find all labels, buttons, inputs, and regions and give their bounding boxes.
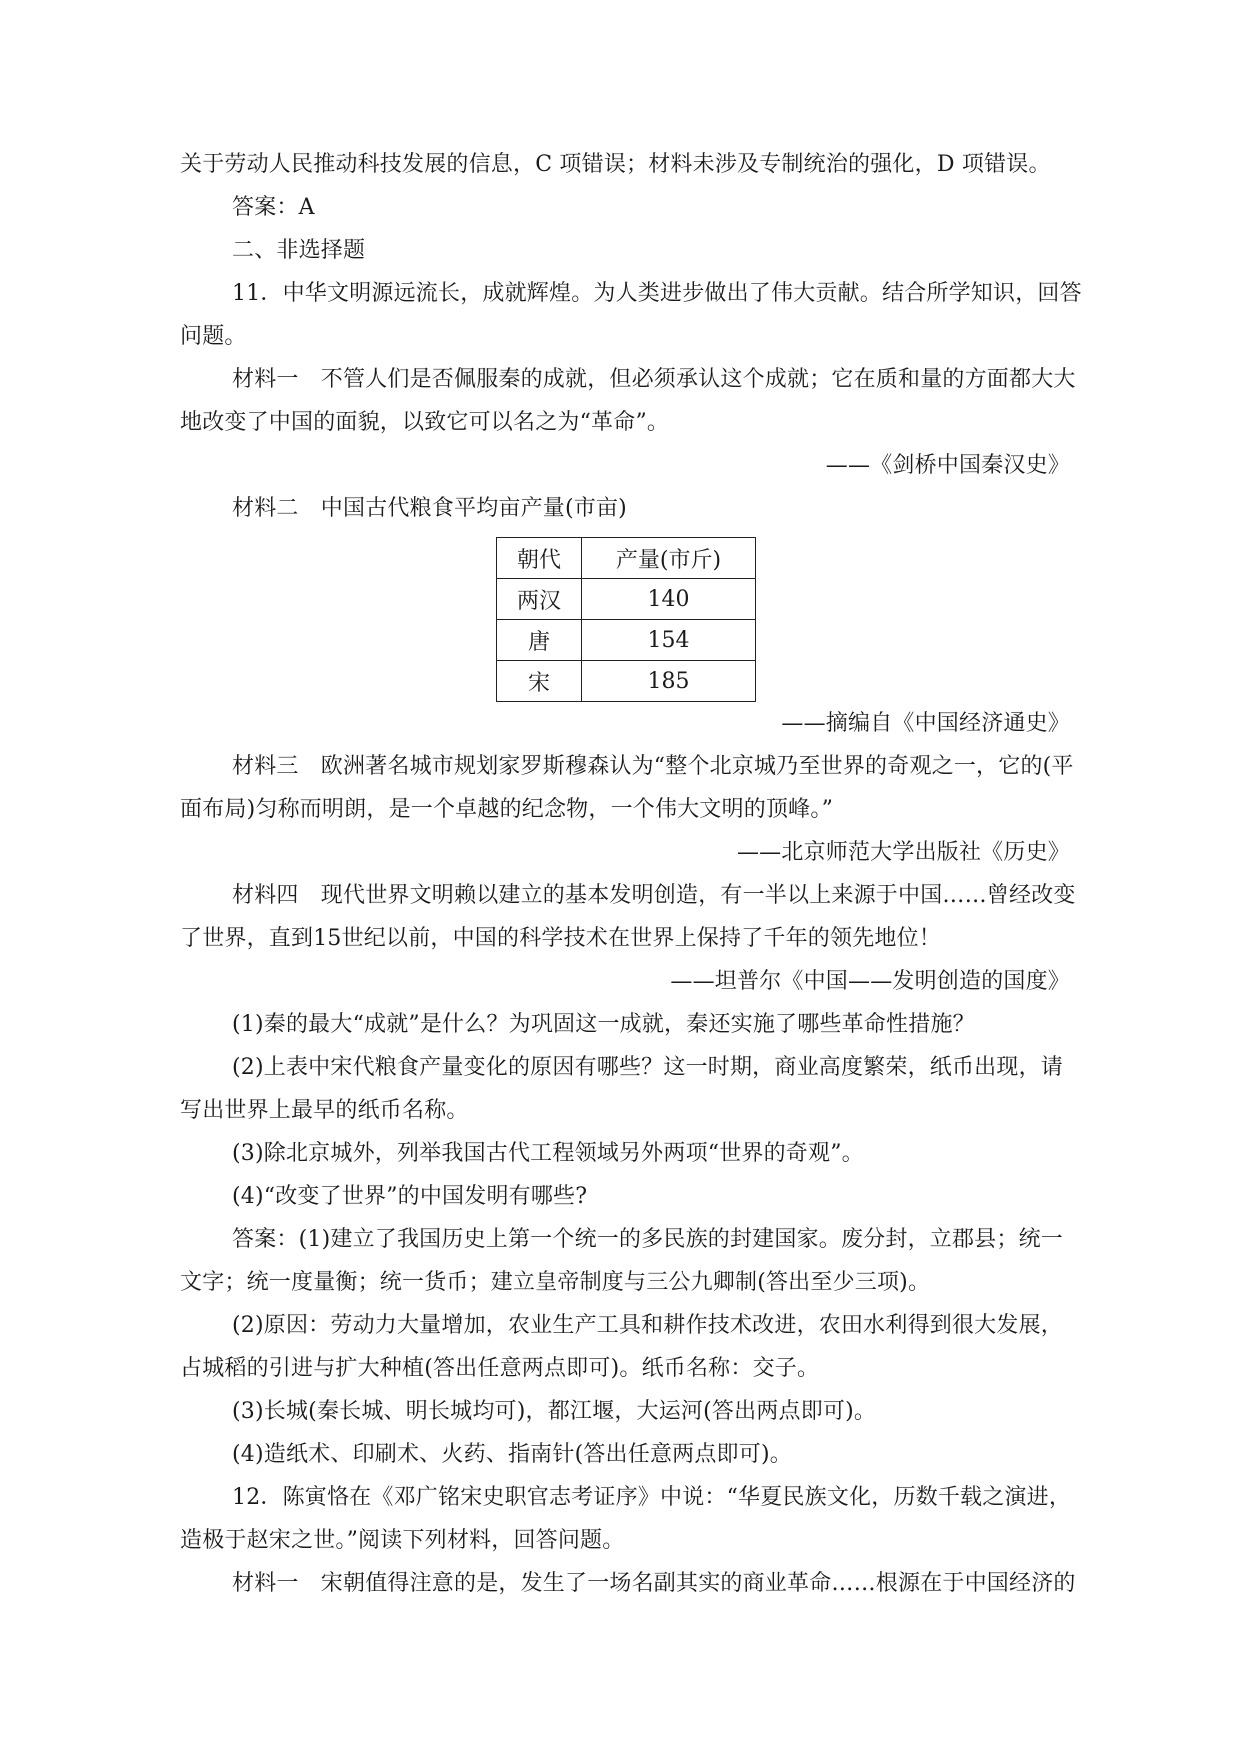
table-cell: 154 [582,620,756,661]
table-cell: 两汉 [497,579,582,620]
answer-4: (4)造纸术、印刷术、火药、指南针(答出任意两点即可)。 [232,1442,792,1467]
answer-line: 答案：A [232,195,315,220]
question-11: 11．中华文明源远流长，成就辉煌。为人类进步做出了伟大贡献。结合所学知识，回答 [232,281,1082,306]
sub-question-2: (2)上表中宋代粮食产量变化的原因有哪些？这一时期，商业高度繁荣，纸币出现，请 [232,1055,1063,1080]
text-line: 了世界，直到15世纪以前，中国的科学技术在世界上保持了千年的领先地位！ [180,926,941,951]
table-header-cell: 产量(市斤) [582,538,756,579]
text-line: 关于劳动人民推动科技发展的信息，C 项错误；材料未涉及专制统治的强化，D 项错误。 [180,152,1051,177]
table-cell: 140 [582,579,756,620]
source-citation: ——摘编自《中国经济通史》 [781,711,1070,736]
material-1: 材料一 不管人们是否佩服秦的成就，但必须承认这个成就；它在质和量的方面都大大 [232,367,1076,392]
table-header-cell: 朝代 [497,538,582,579]
material-1-q12: 材料一 宋朝值得注意的是，发生了一场名副其实的商业革命……根源在于中国经济的 [232,1571,1076,1596]
answer-1: 答案：(1)建立了我国历史上第一个统一的多民族的封建国家。废分封，立郡县；统一 [232,1227,1063,1252]
source-citation: ——坦普尔《中国——发明创造的国度》 [670,969,1070,994]
sub-question-4: (4)“改变了世界”的中国发明有哪些? [232,1184,588,1209]
text-line: 文字；统一度量衡；统一货币；建立皇帝制度与三公九卿制(答出至少三项)。 [180,1270,931,1295]
table-row [497,579,756,620]
material-2: 材料二 中国古代粮食平均亩产量(市亩) [232,496,627,521]
sub-question-1: (1)秦的最大“成就”是什么？为巩固这一成就，秦还实施了哪些革命性措施？ [232,1012,975,1037]
source-citation: ——《剑桥中国秦汉史》 [825,453,1070,478]
text-line: 面布局)匀称而明朗，是一个卓越的纪念物，一个伟大文明的顶峰。” [180,797,834,822]
material-4: 材料四 现代世界文明赖以建立的基本发明创造，有一半以上来源于中国……曾经改变 [232,883,1076,908]
text-line: 地改变了中国的面貌，以致它可以名之为“革命”。 [180,410,670,435]
text-line: 占城稻的引进与扩大种植(答出任意两点即可)。纸币名称：交子。 [180,1356,820,1381]
table-header-row [497,538,756,579]
sub-question-3: (3)除北京城外，列举我国古代工程领域另外两项“世界的奇观”。 [232,1141,864,1166]
text-line: 写出世界上最早的纸币名称。 [180,1098,469,1123]
question-12: 12．陈寅恪在《邓广铭宋史职官志考证序》中说：“华夏民族文化，历数千载之演进， [232,1485,1072,1510]
grain-yield-table [496,537,756,702]
answer-2: (2)原因：劳动力大量增加，农业生产工具和耕作技术改进，农田水利得到很大发展， [232,1313,1063,1338]
section-heading: 二、非选择题 [232,238,366,263]
table-row [497,620,756,661]
answer-3: (3)长城(秦长城、明长城均可)，都江堰，大运河(答出两点即可)。 [232,1399,877,1424]
source-citation: ——北京师范大学出版社《历史》 [736,840,1070,865]
table-cell: 宋 [497,661,582,702]
text-line: 问题。 [180,324,247,349]
text-line: 造极于赵宋之世。”阅读下列材料，回答问题。 [180,1528,625,1553]
table-cell: 185 [582,661,756,702]
material-3: 材料三 欧洲著名城市规划家罗斯穆森认为“整个北京城乃至世界的奇观之一，它的(平 [232,754,1074,779]
table-cell: 唐 [497,620,582,661]
table-row [497,661,756,702]
